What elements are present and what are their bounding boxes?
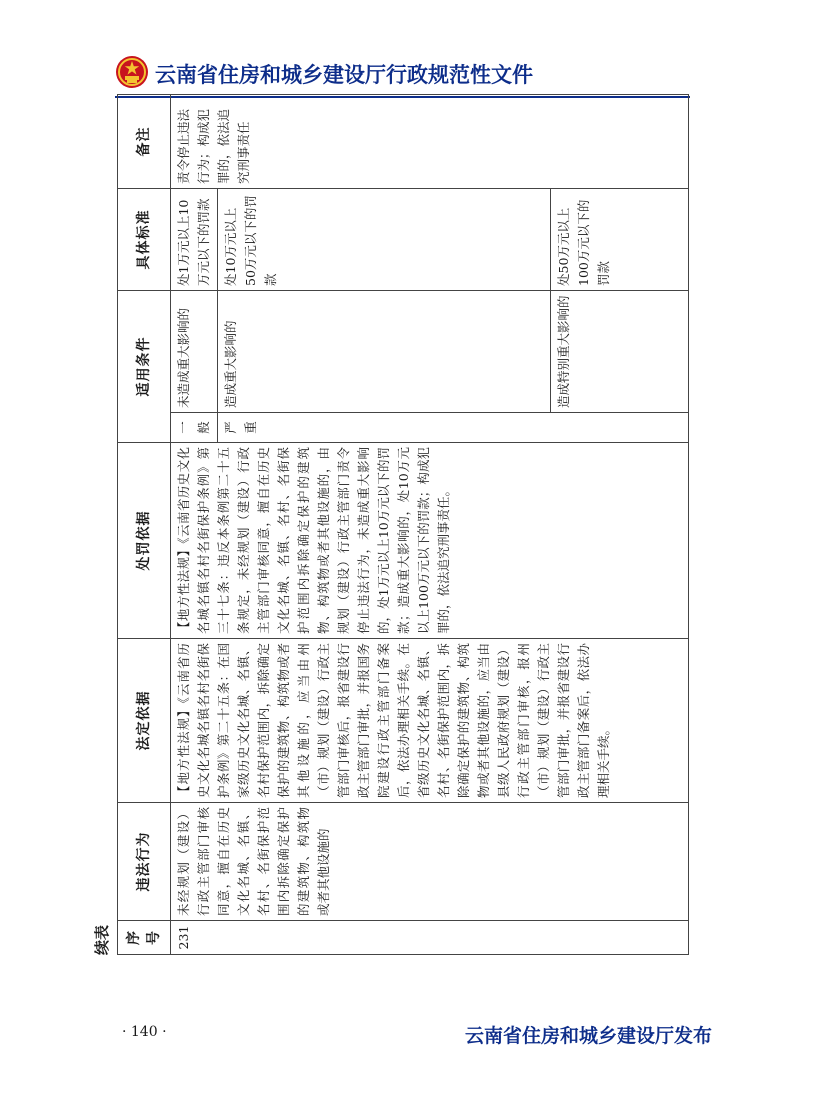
continuation-label: 续表 <box>93 924 111 955</box>
standard-cell-2: 处10万元以上50万元以下的罚款 <box>218 189 551 291</box>
level-general: 一般 <box>171 413 218 443</box>
col-header-conditions: 适用条件 <box>118 291 171 443</box>
table-rotated-frame <box>93 95 689 955</box>
col-header-violation: 违法行为 <box>118 803 171 921</box>
col-header-no: 序号 <box>118 921 171 955</box>
condition-cell-2: 造成重大影响的 <box>218 291 551 413</box>
penalty-basis-cell: 【地方性法规】《云南省历史文化名城名镇名村名街保护条例》第三十七条：违反本条例第二十五条规定，未经规划（建设）行政主管部门审核同意，擅自在历史文化名城、名镇、名村、名街保护范围内拆除确定保护的建筑物、构筑物或者其他设施的，由规划（建设）行政主管部门责令停止违法行为，未造成重大影响的，处1万元以上10万元以下的罚款；造成重大影响的，处10万元以上100万元以下的罚款；构成犯罪的，依法追究刑事责任。 <box>171 443 689 639</box>
violation-cell: 未经规划（建设）行政主管部门审核同意，擅自在历史文化名城、名镇、名村、名街保护范围内拆除确定保护的建筑物、构筑物或者其他设施的 <box>171 803 689 921</box>
penalty-table <box>117 94 689 955</box>
condition-cell-1: 未造成重大影响的 <box>171 291 218 413</box>
table-header-row <box>118 95 171 955</box>
national-emblem-icon <box>115 55 149 89</box>
document-header <box>115 55 715 95</box>
page-number: · 140 · <box>122 1024 167 1040</box>
legal-basis-cell: 【地方性法规】《云南省历史文化名城名镇名村名街保护条例》第二十五条：在国家级历史文化名城、名镇、名村保护范围内，拆除确定保护的建筑物、构筑物或者其他设施的，应当由州（市）规划（建设）行政主管部门审核后，报省建设行政主管部门审批，并报国务院建设行政主管部门备案后，依法办理相关手续。在省级历史文化名城、名镇、名村、名街保护范围内，拆除确定保护的建筑物、构筑物或者其他设施的，应当由县级人民政府规划（建设）行政主管部门审核，报州（市）规划（建设）行政主管部门审批，并报省建设行政主管部门备案后，依法办理相关手续。 <box>171 639 689 803</box>
condition-cell-3: 造成特别重大影响的 <box>551 291 689 413</box>
remarks-cell: 责令停止违法行为；构成犯罪的，依法追究刑事责任 <box>171 95 689 189</box>
level-severe: 严重 <box>218 413 689 443</box>
col-header-remarks: 备注 <box>118 95 171 189</box>
table-row <box>171 95 218 955</box>
header-title: 云南省住房和城乡建设厅行政规范性文件 <box>155 63 533 87</box>
col-header-standard: 具体标准 <box>118 189 171 291</box>
row-number: 231 <box>171 921 689 955</box>
standard-cell-3: 处50万元以上100万元以下的罚款 <box>551 189 689 291</box>
col-header-penalty-basis: 处罚依据 <box>118 443 171 639</box>
standard-cell-1: 处1万元以上10万元以下的罚款 <box>171 189 218 291</box>
publisher-label: 云南省住房和城乡建设厅发布 <box>465 1025 713 1047</box>
col-header-legal-basis: 法定依据 <box>118 639 171 803</box>
